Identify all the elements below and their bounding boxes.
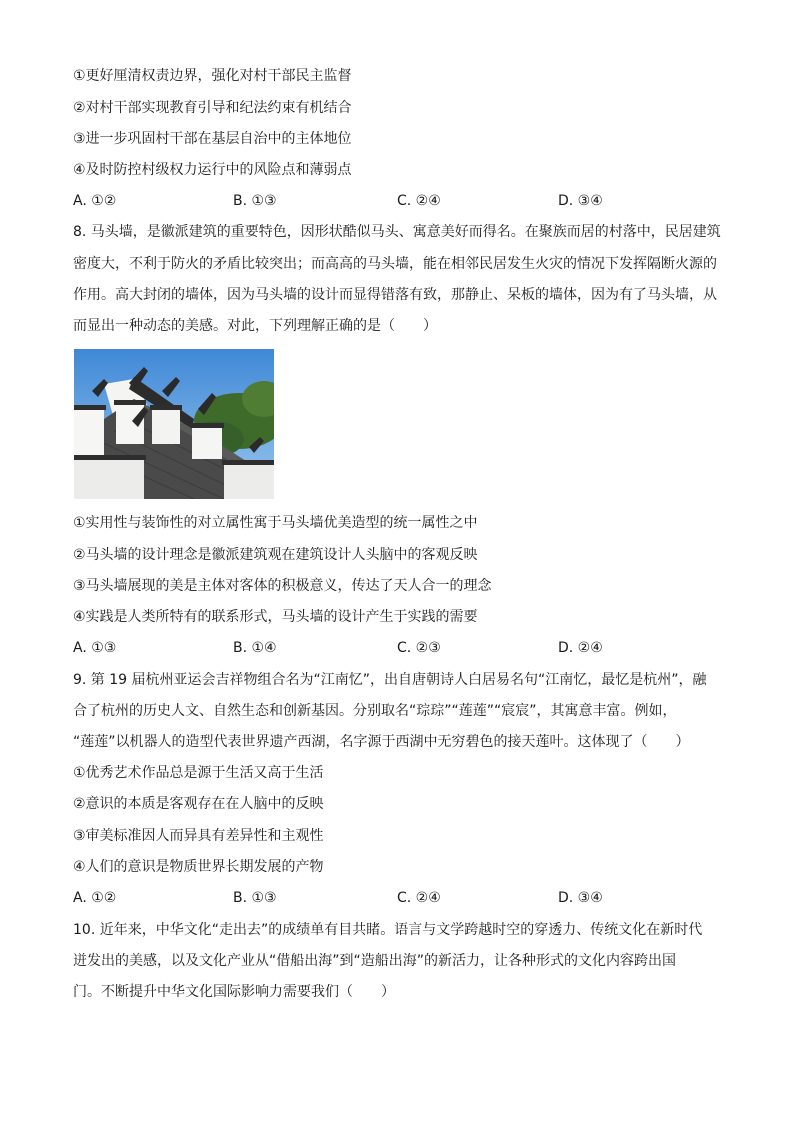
q8-option-b[interactable]: B. ①④ (233, 640, 277, 656)
q10-stem-line-1: 10. 近年来，中华文化“走出去”的成绩单有目共睹。语言与文学跨越时空的穿透力、传统文化在新时代 (73, 922, 703, 938)
q9-item-3: ③审美标准因人而异具有差异性和主观性 (73, 828, 324, 844)
ma-tou-qiang-illustration (74, 349, 274, 499)
q7-option-a[interactable]: A. ①② (73, 193, 117, 209)
q7-item-3: ③进一步巩固村干部在基层自治中的主体地位 (73, 131, 352, 147)
q9-option-b[interactable]: B. ①③ (233, 890, 277, 906)
q7-option-d[interactable]: D. ③④ (558, 193, 603, 209)
q8-item-2: ②马头墙的设计理念是徽派建筑观在建筑设计人头脑中的客观反映 (73, 547, 478, 563)
q7-item-1: ①更好厘清权责边界，强化对村干部民主监督 (73, 68, 352, 84)
q9-stem-line-1: 9. 第 19 届杭州亚运会吉祥物组合名为“江南忆”，出自唐朝诗人白居易名句“江南忆，最忆是杭州”，融 (73, 672, 707, 688)
q8-item-1: ①实用性与装饰性的对立属性寓于马头墙优美造型的统一属性之中 (73, 515, 478, 531)
q9-stem-line-3: “莲莲”以机器人的造型代表世界遗产西湖，名字源于西湖中无穷碧色的接天莲叶。这体现了（ ） (73, 734, 690, 750)
q9-option-d[interactable]: D. ③④ (558, 890, 603, 906)
q9-item-1: ①优秀艺术作品总是源于生活又高于生活 (73, 765, 324, 781)
q7-item-2: ②对村干部实现教育引导和纪法约束有机结合 (73, 100, 352, 116)
q10-stem-line-2: 迸发出的美感，以及文化产业从“借船出海”到“造船出海”的新活力，让各种形式的文化内容跨出国 (73, 953, 677, 969)
q7-option-b[interactable]: B. ①③ (233, 193, 277, 209)
q7-options (73, 191, 723, 211)
q9-option-c[interactable]: C. ②④ (397, 890, 441, 906)
q8-stem-line-2: 密度大，不利于防火的矛盾比较突出；而高高的马头墙，能在相邻民居发生火灾的情况下发挥隔断火源的 (73, 256, 717, 272)
q10-stem-line-3: 门。不断提升中华文化国际影响力需要我们（ ） (73, 984, 395, 1000)
q9-item-4: ④人们的意识是物质世界长期发展的产物 (73, 859, 324, 875)
q8-option-d[interactable]: D. ②④ (558, 640, 603, 656)
q8-stem-line-1: 8. 马头墙，是徽派建筑的重要特色，因形状酷似马头、寓意美好而得名。在聚族而居的村落中，民居建筑 (73, 224, 721, 240)
q7-item-4: ④及时防控村级权力运行中的风险点和薄弱点 (73, 162, 352, 178)
q8-item-4: ④实践是人类所特有的联系形式，马头墙的设计产生于实践的需要 (73, 609, 478, 625)
ma-tou-qiang-photo (74, 349, 274, 499)
q9-options (73, 888, 723, 908)
q8-item-3: ③马头墙展现的美是主体对客体的积极意义，传达了天人合一的理念 (73, 578, 492, 594)
q8-stem-line-4: 而显出一种动态的美感。对此，下列理解正确的是（ ） (73, 318, 437, 334)
q7-option-c[interactable]: C. ②④ (397, 193, 441, 209)
q9-stem-line-2: 合了杭州的历史人文、自然生态和创新基因。分别取名“琮琮”“莲莲”“宸宸”，其寓意丰富。例如， (73, 703, 677, 719)
q8-option-a[interactable]: A. ①③ (73, 640, 117, 656)
q8-option-c[interactable]: C. ②③ (397, 640, 441, 656)
q9-option-a[interactable]: A. ①② (73, 890, 117, 906)
q9-item-2: ②意识的本质是客观存在在人脑中的反映 (73, 796, 324, 812)
q8-options (73, 638, 723, 658)
q8-stem-line-3: 作用。高大封闭的墙体，因为马头墙的设计而显得错落有致，那静止、呆板的墙体，因为有了马头墙，从 (73, 287, 717, 303)
